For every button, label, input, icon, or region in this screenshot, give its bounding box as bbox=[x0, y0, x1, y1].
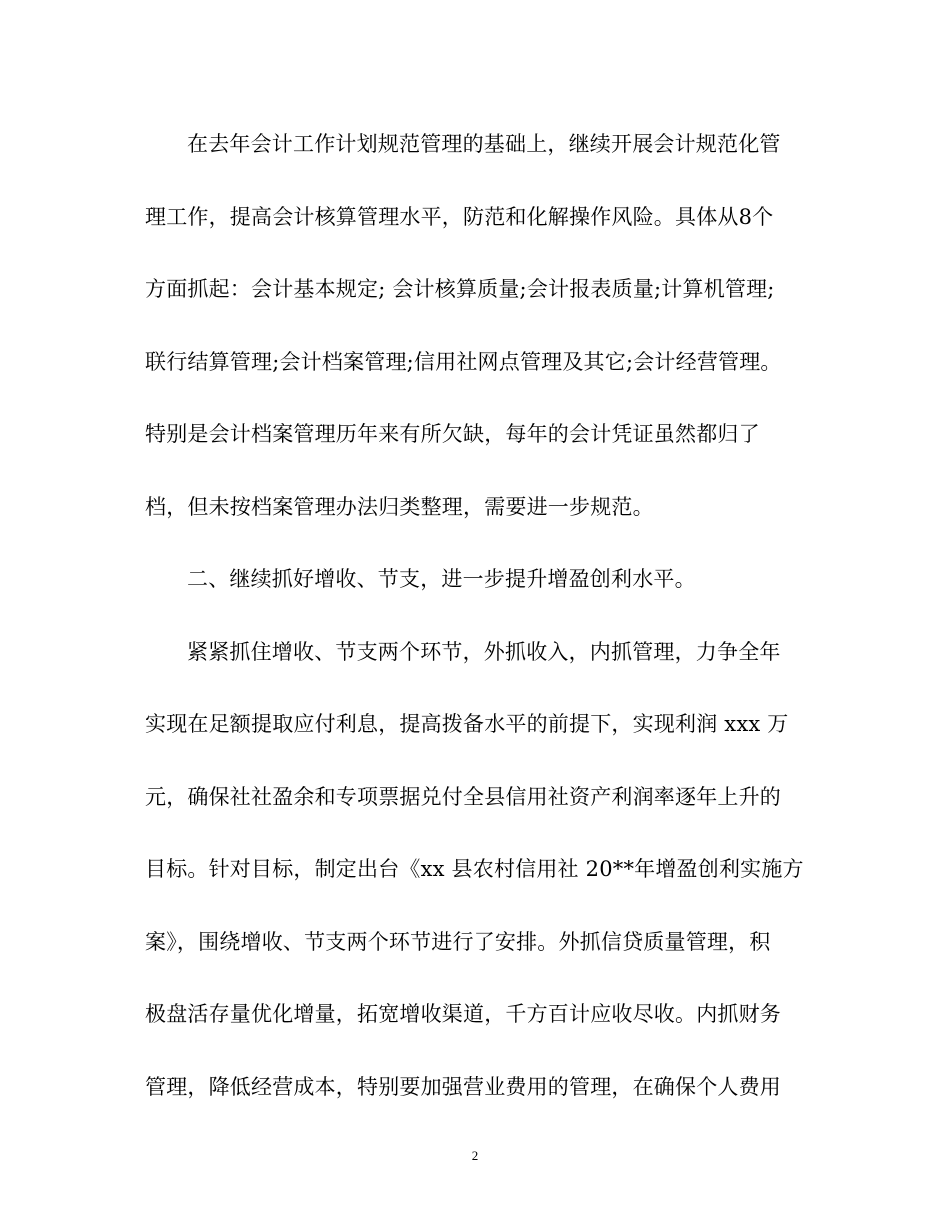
text-line: 实现在足额提取应付利息，提高拨备水平的前提下，实现利润 xxx 万 bbox=[145, 712, 789, 736]
section-heading: 二、继续抓好增收、节支，进一步提升增盈创利水平。 bbox=[187, 567, 696, 591]
text-line: 元，确保社社盈余和专项票据兑付全县信用社资产利润率逐年上升的 bbox=[145, 784, 781, 809]
text-line: 方面抓起：会计基本规定; 会计核算质量;会计报表质量;计算机管理; bbox=[145, 277, 775, 301]
text-line: 在去年会计工作计划规范管理的基础上，继续开展会计规范化管 bbox=[187, 132, 781, 156]
document-body bbox=[145, 120, 805, 1135]
text-line: 管理，降低经营成本，特别要加强营业费用的管理，在确保个人费用 bbox=[145, 1074, 781, 1099]
page-number: 2 bbox=[471, 1148, 479, 1163]
text-line: 联行结算管理;会计档案管理;信用社网点管理及其它;会计经营管理。 bbox=[145, 349, 782, 374]
text-line: 紧紧抓住增收、节支两个环节，外抓收入，内抓管理，力争全年 bbox=[187, 639, 781, 664]
text-line: 档，但未按档案管理办法归类整理，需要进一步规范。 bbox=[145, 494, 654, 519]
text-line: 理工作，提高会计核算管理水平，防范和化解操作风险。具体从8个 bbox=[145, 204, 774, 229]
text-line: 极盘活存量优化增量，拓宽增收渠道，千方百计应收尽收。内抓财务 bbox=[145, 1002, 781, 1026]
text-line: 特别是会计档案管理历年来有所欠缺，每年的会计凭证虽然都归了 bbox=[145, 422, 760, 446]
text-line: 目标。针对目标，制定出台《xx 县农村信用社 20**年增盈创利实施方 bbox=[145, 857, 804, 881]
text-line: 案》，围绕增收、节支两个环节进行了安排。外抓信贷质量管理，积 bbox=[145, 929, 771, 954]
